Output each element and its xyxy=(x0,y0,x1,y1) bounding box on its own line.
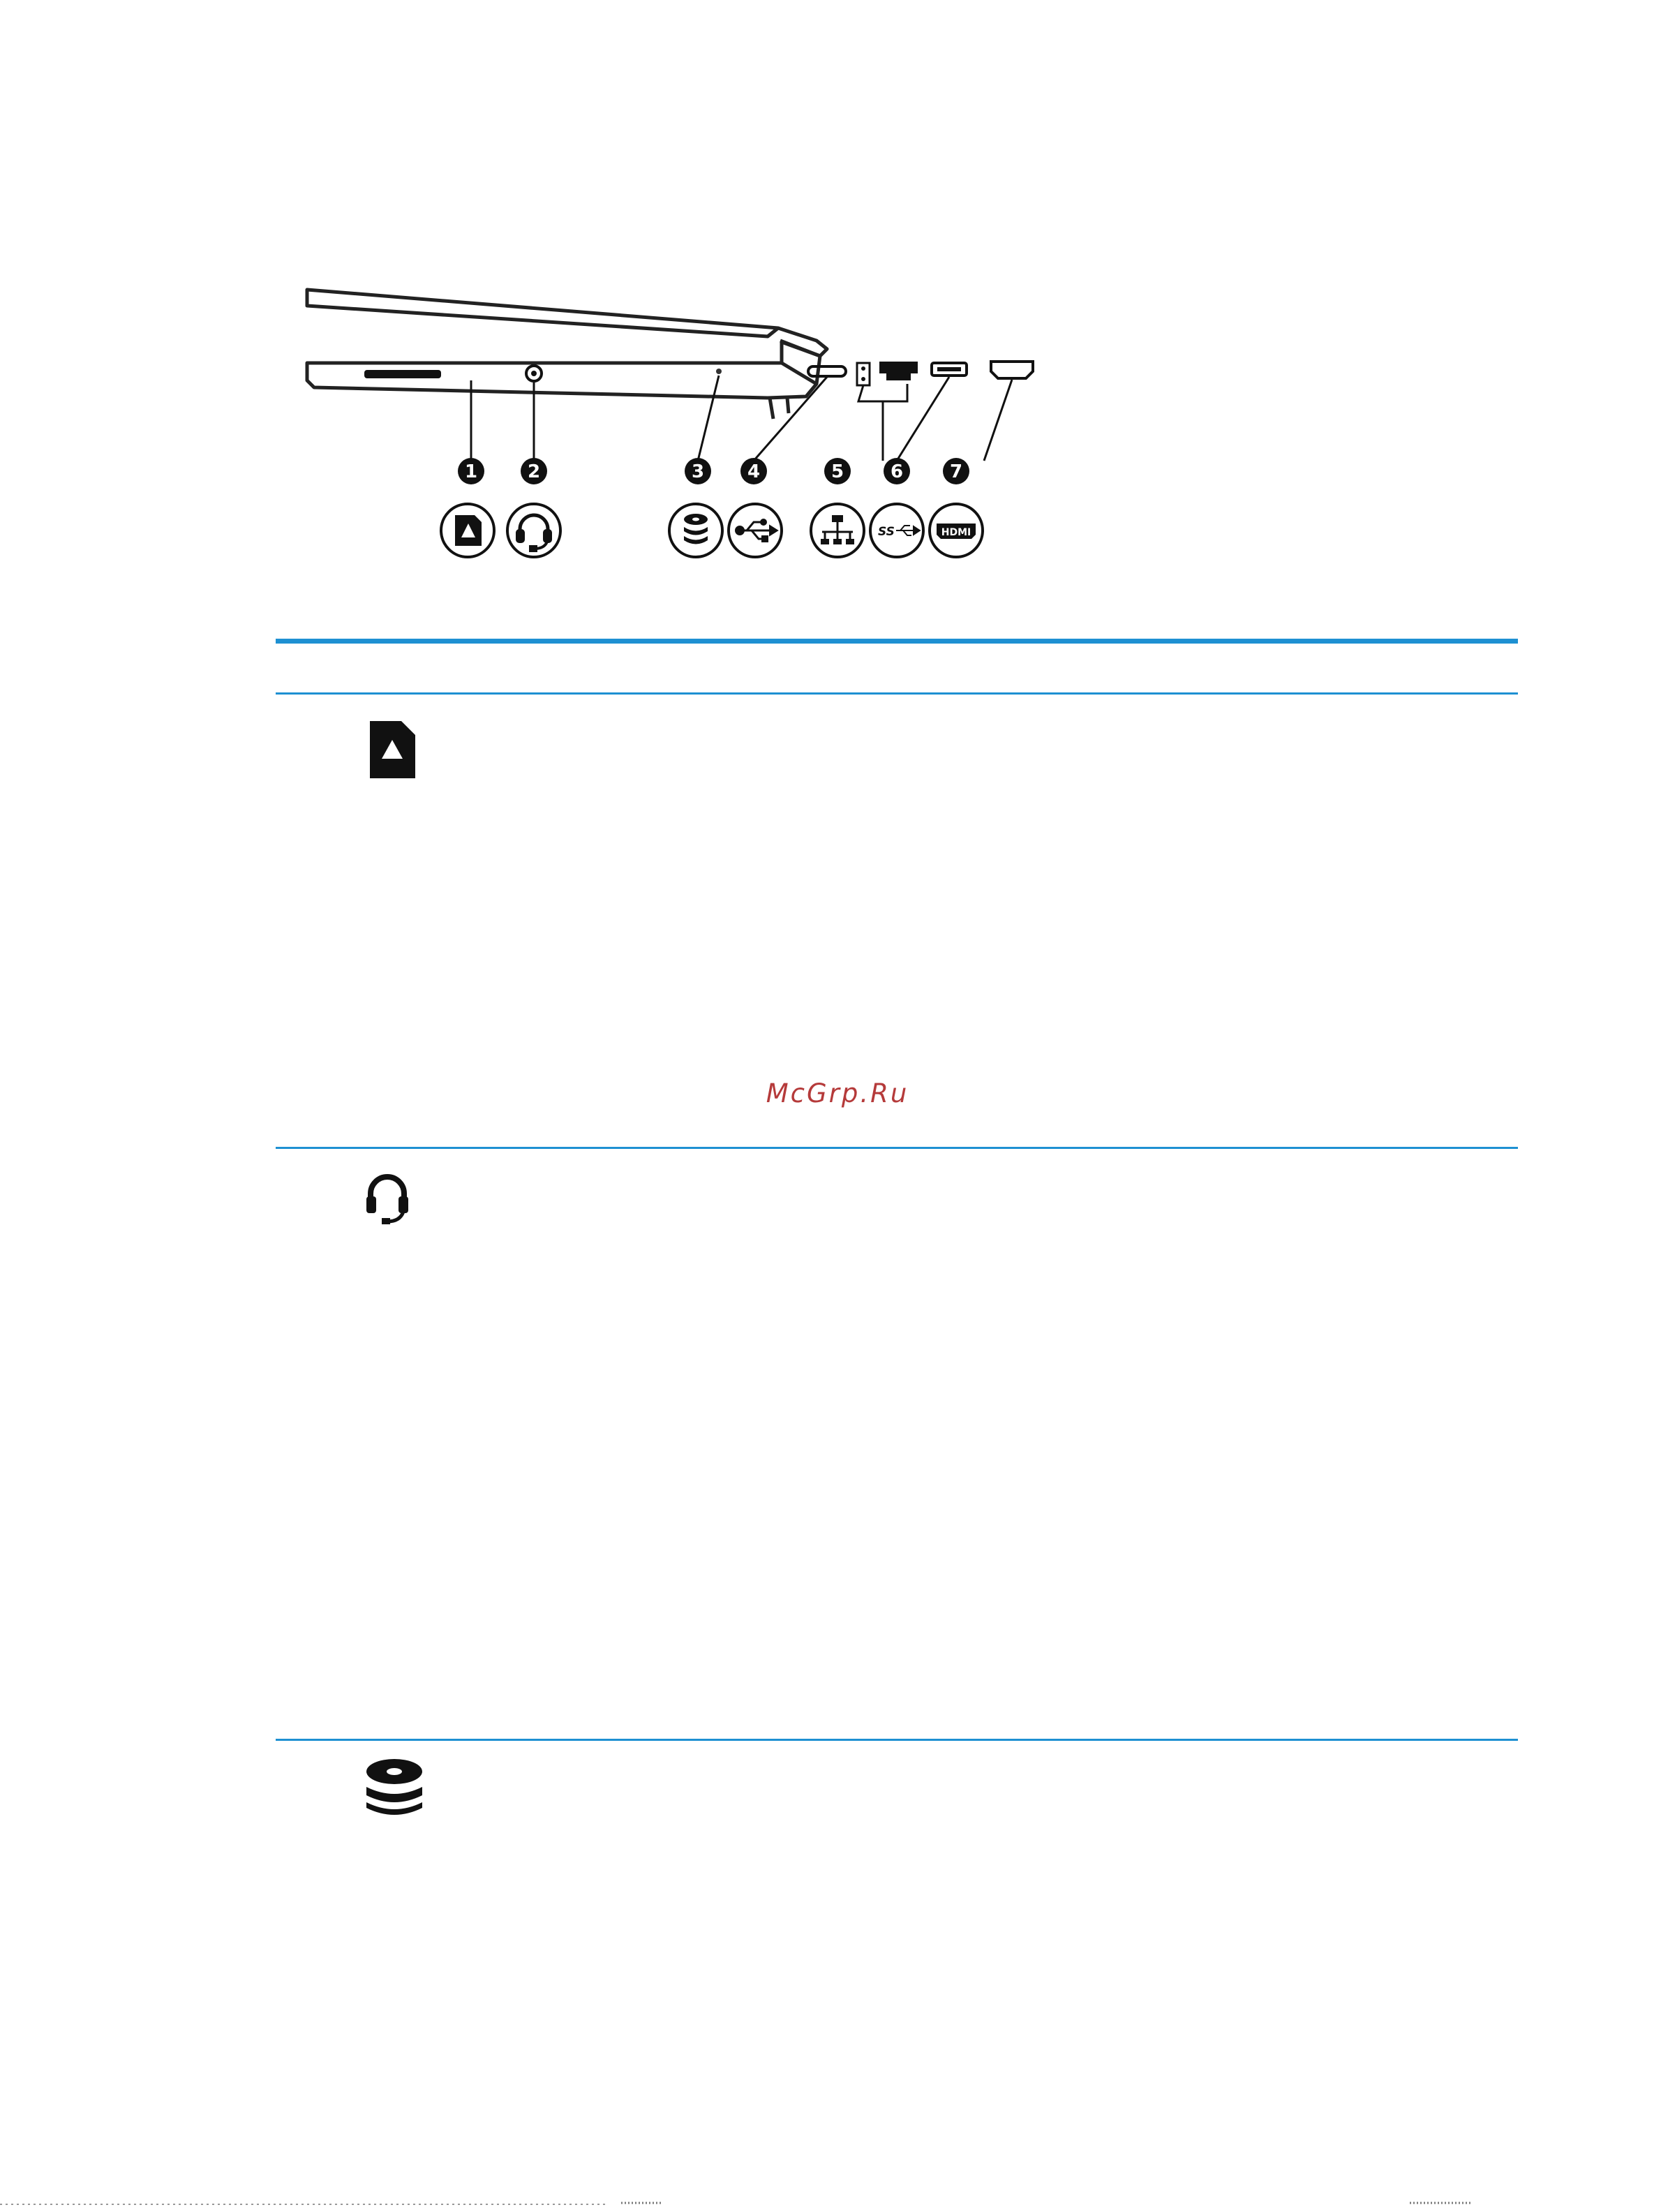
usb-superspeed-icon xyxy=(870,504,923,557)
hdmi-icon xyxy=(930,504,983,557)
callout-6 xyxy=(884,458,910,484)
callout-5 xyxy=(824,458,851,484)
memory-card-icon xyxy=(359,715,422,785)
svg-text:5: 5 xyxy=(830,461,844,482)
headset-icon xyxy=(359,1166,415,1229)
svg-text:3: 3 xyxy=(691,461,705,482)
svg-text:HDMI: HDMI xyxy=(941,527,971,538)
table-row-divider xyxy=(276,1147,1518,1149)
svg-text:7: 7 xyxy=(949,461,963,482)
callout-7 xyxy=(943,458,969,484)
network-lights xyxy=(857,363,870,385)
laptop-lid xyxy=(307,290,827,356)
svg-text:6: 6 xyxy=(890,461,904,482)
memory-card-slot xyxy=(364,370,441,378)
callout-1 xyxy=(458,458,484,484)
rj45-jack xyxy=(879,362,918,380)
callout-4 xyxy=(740,458,767,484)
usb-c-port xyxy=(808,366,846,376)
right-side-view-figure xyxy=(265,258,1089,579)
memory-card-icon xyxy=(441,504,494,557)
table-top-rule xyxy=(276,639,1518,644)
svg-text:1: 1 xyxy=(464,461,478,482)
watermark: McGrp.Ru xyxy=(766,1078,909,1108)
drive-light xyxy=(716,369,722,374)
drive-activity-icon xyxy=(669,504,722,557)
callout-2 xyxy=(521,458,547,484)
hdmi-port xyxy=(991,362,1033,378)
svg-text:4: 4 xyxy=(747,461,761,482)
callout-3 xyxy=(685,458,711,484)
usb-icon xyxy=(729,504,782,557)
table-row-divider xyxy=(276,1739,1518,1741)
footer-scan-marks xyxy=(0,2199,1661,2212)
headset-icon xyxy=(507,504,560,557)
laptop-base xyxy=(307,342,820,419)
network-jack-icon xyxy=(811,504,864,557)
svg-text:SS: SS xyxy=(878,525,895,539)
svg-text:2: 2 xyxy=(527,461,541,482)
table-header-rule xyxy=(276,692,1518,695)
drive-activity-icon xyxy=(359,1752,429,1822)
leader-lines xyxy=(471,376,1012,461)
